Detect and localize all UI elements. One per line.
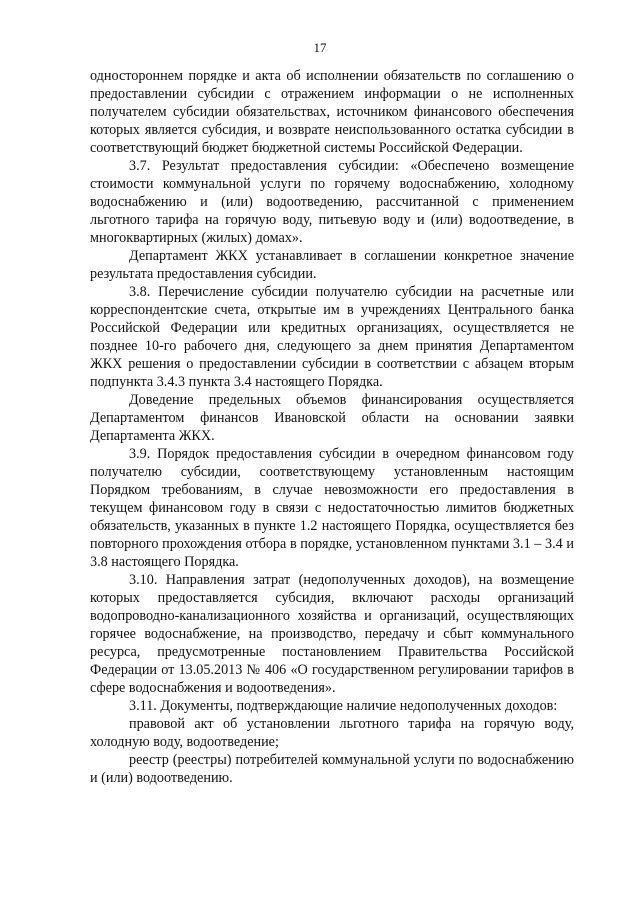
paragraph-continuation: одностороннем порядке и акта об исполнении обязательств по соглашению о предоставлении субсидии с отражением информации о не исполненных получателем субсидии обязательствах, источником финансового обеспечения которых является субсидия, и возврате неиспользованного остатка субсидии в соответствующий бюджет бюджетной системы Российской Федерации.: [90, 68, 574, 156]
document-body: [90, 67, 574, 787]
paragraph-department-agreement: Департамент ЖКХ устанавливает в соглашении конкретное значение результата предоставления субсидии.: [90, 248, 574, 282]
page-number: 17: [313, 40, 327, 55]
paragraph-funding-limits: Доведение предельных объемов финансирования осуществляется Департаментом финансов Ивановской области на основании заявки Департамента ЖКХ.: [90, 392, 574, 444]
paragraph-3-8: 3.8. Перечисление субсидии получателю субсидии на расчетные или корреспондентские счета, открытые им в учреждениях Центрального банка Российской Федерации или кредитных организациях, осуществляется не позднее 10-го рабочего дня, следующего за днем принятия Департаментом ЖКХ решения о предоставлении субсидии в соответствии с абзацем вторым подпункта 3.4.3 пункта 3.4 настоящего Порядка.: [90, 284, 574, 390]
paragraph-3-10: 3.10. Направления затрат (недополученных доходов), на возмещение которых предоставляется субсидия, включают расходы организаций водопроводно-канализационного хозяйства и организаций, осуществляющих горячее водоснабжение, на производство, передачу и сбыт коммунального ресурса, предусмотренные постановлением Правительства Российской Федерации от 13.05.2013 № 406 «О государственном регулировании тарифов в сфере водоснабжения и водоотведения».: [90, 572, 574, 696]
paragraph-legal-act-item: правовой акт об установлении льготного тарифа на горячую воду, холодную воду, водоотведение;: [90, 716, 574, 750]
paragraph-3-9: 3.9. Порядок предоставления субсидии в очередном финансовом году получателю субсидии, соответствующему установленным настоящим Порядком требованиям, в случае невозможности его предоставления в текущем финансовом году в связи с недостаточностью лимитов бюджетных обязательств, указанных в пункте 1.2 настоящего Порядка, осуществляется без повторного прохождения отбора в порядке, установленном пунктами 3.1 – 3.4 и 3.8 настоящего Порядка.: [90, 446, 574, 570]
paragraph-3-7: 3.7. Результат предоставления субсидии: «Обеспечено возмещение стоимости коммунальной услуги по горячему водоснабжению, холодному водоснабжению и (или) водоотведению, рассчитанной с применением льготного тарифа на горячую воду, питьевую воду и (или) водоотведение, в многоквартирных (жилых) домах».: [90, 158, 574, 246]
paragraph-3-11: 3.11. Документы, подтверждающие наличие недополученных доходов:: [129, 698, 558, 714]
paragraph-registry-item: реестр (реестры) потребителей коммунальной услуги по водоснабжению и (или) водоотведению.: [90, 752, 574, 786]
